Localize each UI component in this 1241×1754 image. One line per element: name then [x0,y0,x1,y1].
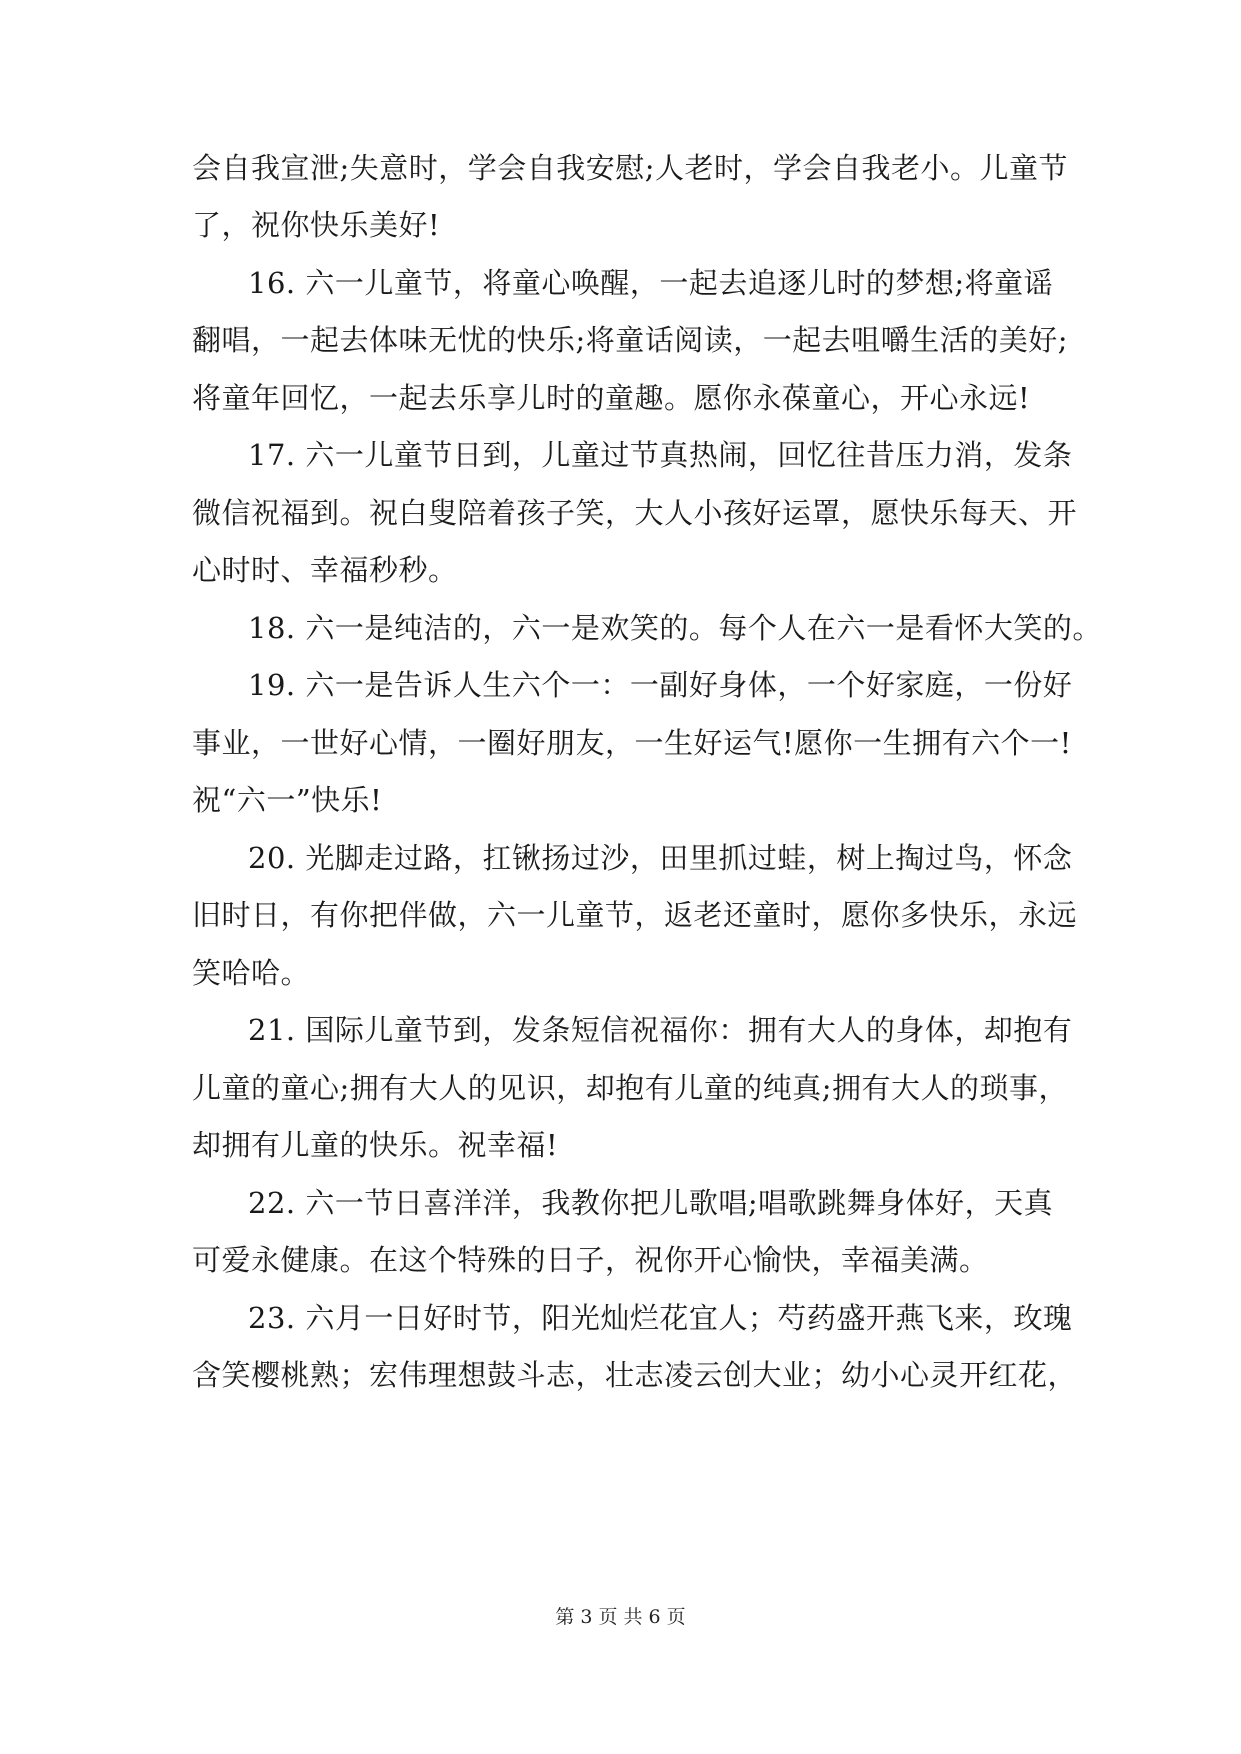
paragraph-start: 22. 六一节日喜洋洋，我教你把儿歌唱;唱歌跳舞身体好，天真 [248,1186,1054,1220]
text-line: 含笑樱桃熟；宏伟理想鼓斗志，壮志凌云创大业；幼小心灵开红花， [192,1358,1078,1392]
page-number-footer: 第 3 页 共 6 页 [555,1606,686,1628]
paragraph-start: 23. 六月一日好时节，阳光灿烂花宜人；芍药盛开燕飞来，玫瑰 [248,1301,1073,1335]
text-line: 儿童的童心;拥有大人的见识，却抱有儿童的纯真;拥有大人的琐事， [192,1071,1069,1105]
text-line: 祝“六一”快乐! [192,783,383,817]
text-line: 翻唱，一起去体味无忧的快乐;将童话阅读，一起去咀嚼生活的美好; [192,323,1069,357]
paragraph-start: 16. 六一儿童节，将童心唤醒，一起去追逐儿时的梦想;将童谣 [248,266,1054,300]
paragraph-start: 17. 六一儿童节日到，儿童过节真热闹，回忆往昔压力消，发条 [248,438,1073,472]
text-line: 笑哈哈。 [192,956,311,990]
paragraph-start: 20. 光脚走过路，扛锹扬过沙，田里抓过蛙，树上掏过鸟，怀念 [248,841,1073,875]
paragraph-start: 21. 国际儿童节到，发条短信祝福你：拥有大人的身体，却抱有 [248,1013,1073,1047]
text-line: 心时时、幸福秒秒。 [192,553,458,587]
text-line: 会自我宣泄;失意时，学会自我安慰;人老时，学会自我老小。儿童节 [192,151,1069,185]
paragraph-start: 18. 六一是纯洁的，六一是欢笑的。每个人在六一是看怀大笑的。 [248,611,1102,645]
text-line: 旧时日，有你把伴做，六一儿童节，返老还童时，愿你多快乐，永远 [192,898,1078,932]
text-line: 将童年回忆，一起去乐享儿时的童趣。愿你永葆童心，开心永远! [192,381,1031,415]
text-line: 事业，一世好心情，一圈好朋友，一生好运气!愿你一生拥有六个一! [192,726,1072,760]
text-line: 微信祝福到。祝白叟陪着孩子笑，大人小孩好运罩，愿快乐每天、开 [192,496,1078,530]
text-line: 可爱永健康。在这个特殊的日子，祝你开心愉快，幸福美满。 [192,1243,989,1277]
text-line: 却拥有儿童的快乐。祝幸福! [192,1128,559,1162]
text-line: 了，祝你快乐美好! [192,208,441,242]
paragraph-start: 19. 六一是告诉人生六个一：一副好身体，一个好家庭，一份好 [248,668,1073,702]
